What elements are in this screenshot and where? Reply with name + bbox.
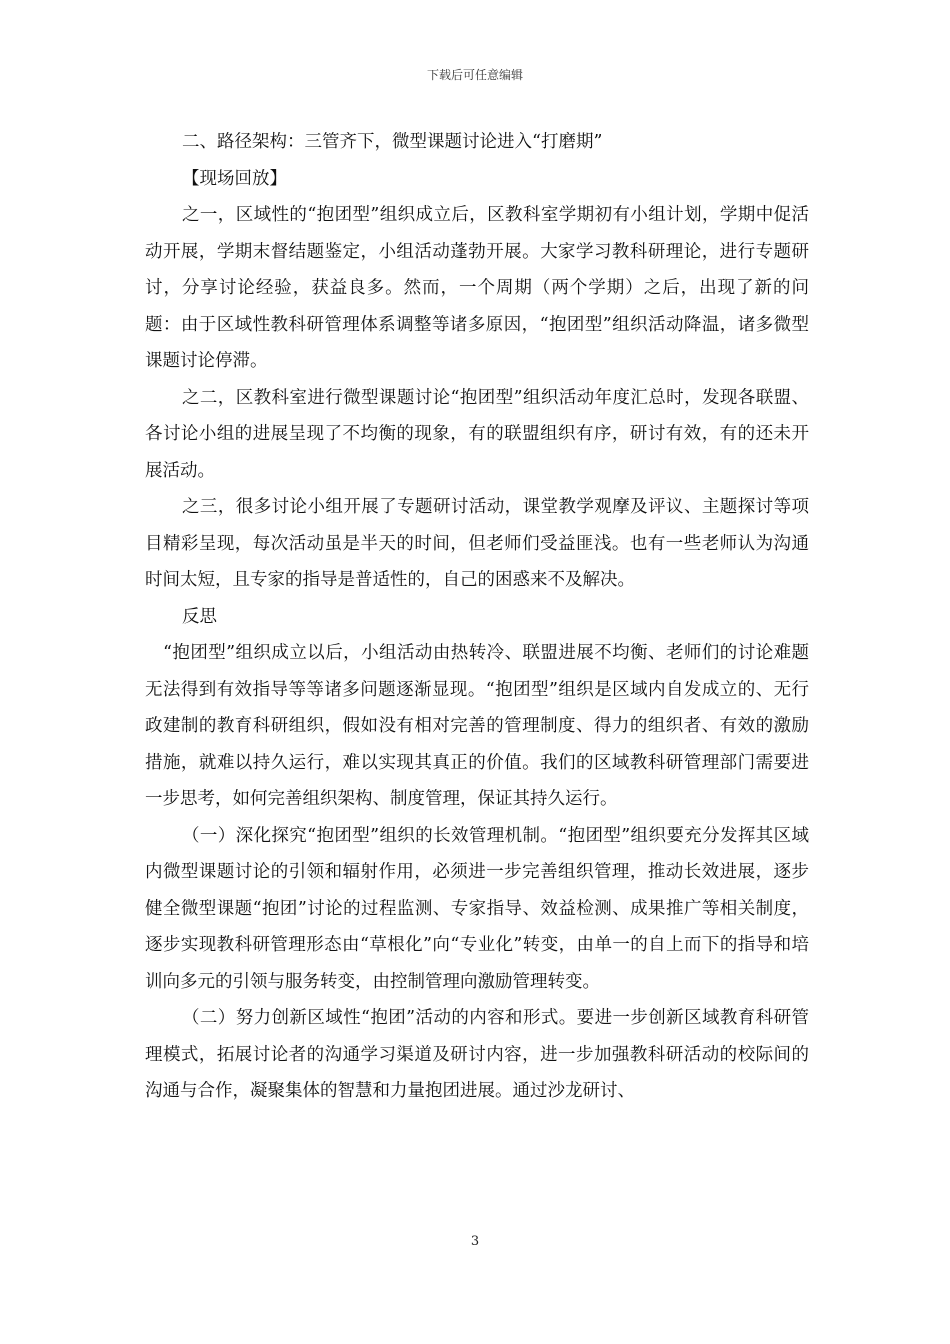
page-number: 3 (470, 1234, 480, 1249)
paragraph: （一）深化探究“抱团型”组织的长效管理机制。“抱团型”组织要充分发挥其区域内微型课题讨论的引领和辐射作用，必须进一步完善组织管理，推动长效进展，逐步健全微型课题“抱团”讨论的过程监测、专家指导、效益检测、成果推广等相关制度，逐步实现教科研管理形态由“草根化”向“专业化”转变，由单一的自上而下的指导和培训向多元的引领与服务转变，由控制管理向激励管理转变。 (145, 825, 809, 992)
subsection-label: 反思 (182, 606, 217, 627)
paragraph: 之二，区教科室进行微型课题讨论“抱团型”组织活动年度汇总时，发现各联盟、各讨论小组的进展呈现了不均衡的现象，有的联盟组织有序，研讨有效，有的还未开展活动。 (145, 387, 809, 481)
document-body (145, 124, 809, 1110)
paragraph: “抱团型”组织成立以后，小组活动由热转冷、联盟进展不均衡、老师们的讨论难题无法得到有效指导等等诸多问题逐渐显现。“抱团型”组织是区域内自发成立的、无行政建制的教育科研组织，假如没有相对完善的管理制度、得力的组织者、有效的激励措施，就难以持久运行，难以实现其真正的价值。我们的区域教科研管理部门需要进一步思考，如何完善组织架构、制度管理，保证其持久运行。 (145, 643, 809, 809)
paragraph: （二）努力创新区域性“抱团”活动的内容和形式。要进一步创新区域教育科研管理模式，拓展讨论者的沟通学习渠道及研讨内容，进一步加强教科研活动的校际间的沟通与合作，凝聚集体的智慧和力量抱团进展。通过沙龙研讨、 (145, 1008, 809, 1101)
page-header: 下载后可任意编辑 (426, 68, 523, 82)
paragraph: 之一，区域性的“抱团型”组织成立后，区教科室学期初有小组计划，学期中促活动开展，学期末督结题鉴定，小组活动蓬勃开展。大家学习教科研理论，进行专题研讨，分享讨论经验，获益良多。然而，一个周期（两个学期）之后，出现了新的问题：由于区域性教科研管理体系调整等诸多原因，“抱团型”组织活动降温，诸多微型课题讨论停滞。 (145, 205, 809, 371)
section-heading: 二、路径架构：三管齐下，微型课题讨论进入“打磨期” (182, 132, 603, 152)
paragraph: 之三，很多讨论小组开展了专题研讨活动，课堂教学观摩及评议、主题探讨等项目精彩呈现，每次活动虽是半天的时间，但老师们受益匪浅。也有一些老师认为沟通时间太短，且专家的指导是普适性的，自己的困惑来不及解决。 (145, 497, 809, 590)
subsection-label: 【现场回放】 (182, 168, 287, 189)
